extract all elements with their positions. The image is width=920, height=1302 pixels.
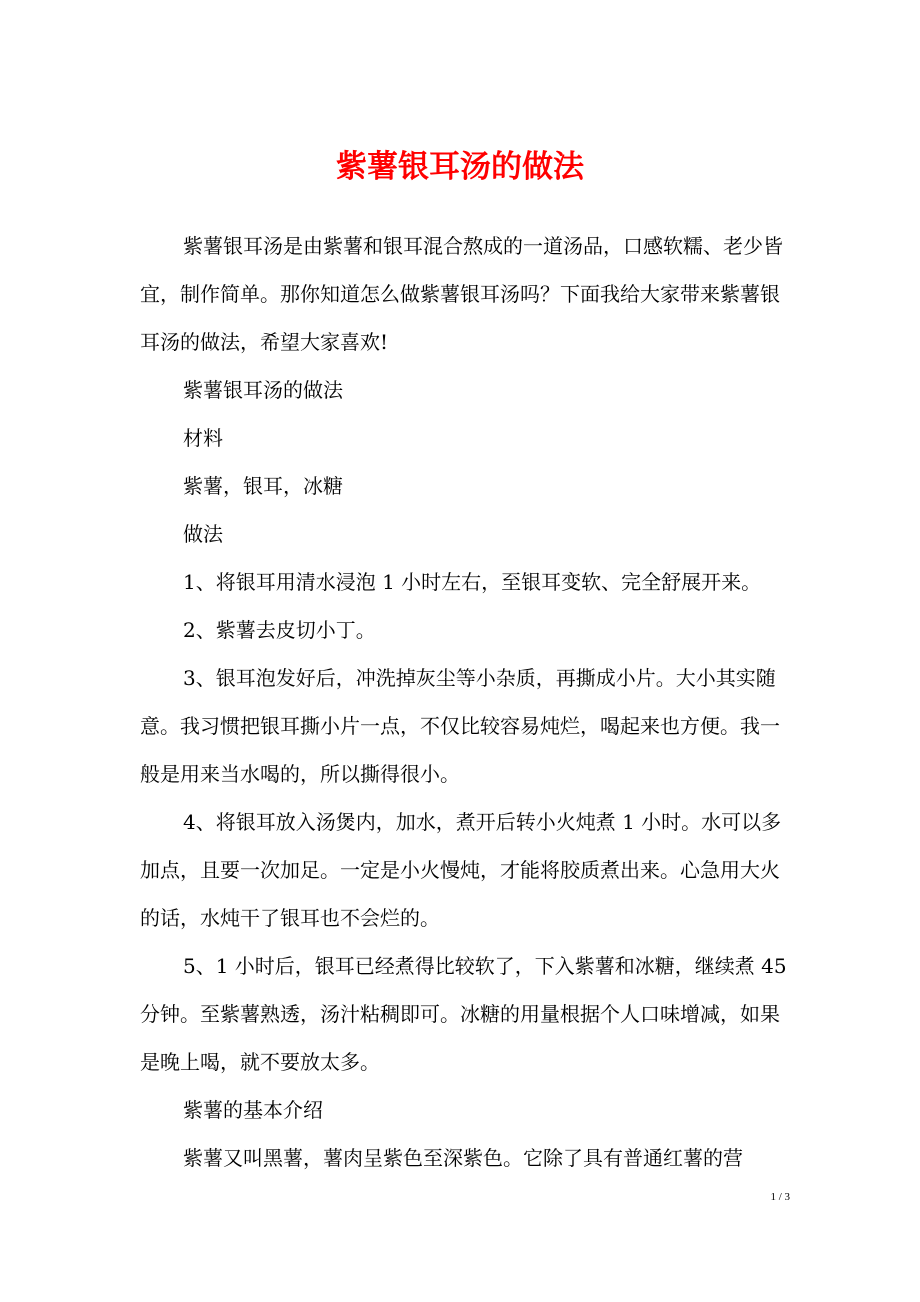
paragraph-step-3: 3、银耳泡发好后，冲洗掉灰尘等小杂质，再撕成小片。大小其实随意。我习惯把银耳撕小片一点，不仅比较容易炖烂，喝起来也方便。我一般是用来当水喝的，所以撕得很小。: [140, 666, 780, 786]
paragraph-step-2: 2、紫薯去皮切小丁。: [183, 618, 376, 642]
paragraph-step-5: 5、1 小时后，银耳已经煮得比较软了，下入紫薯和冰糖，继续煮 45 分钟。至紫薯熟透，汤汁粘稠即可。冰糖的用量根据个人口味增减，如果是晚上喝，就不要放太多。: [140, 954, 787, 1074]
paragraph-purple-potato-intro: 紫薯又叫黑薯，薯肉呈紫色至深紫色。它除了具有普通红薯的营: [183, 1146, 743, 1170]
document-title: 紫薯银耳汤的做法: [336, 149, 584, 185]
page-number: 1 / 3: [770, 1191, 790, 1203]
paragraph-step-1: 1、将银耳用清水浸泡 1 小时左右，至银耳变软、完全舒展开来。: [183, 570, 762, 594]
paragraph-intro-heading: 紫薯的基本介绍: [183, 1098, 323, 1122]
document-body: [140, 222, 790, 1182]
paragraph-intro: 紫薯银耳汤是由紫薯和银耳混合熬成的一道汤品，口感软糯、老少皆宜，制作简单。那你知道怎么做紫薯银耳汤吗？下面我给大家带来紫薯银耳汤的做法，希望大家喜欢!: [140, 234, 783, 354]
paragraph-recipe-heading: 紫薯银耳汤的做法: [183, 378, 343, 402]
paragraph-materials-list: 紫薯，银耳，冰糖: [183, 474, 343, 498]
paragraph-step-4: 4、将银耳放入汤煲内，加水，煮开后转小火炖煮 1 小时。水可以多加点，且要一次加足。一定是小火慢炖，才能将胶质煮出来。心急用大火的话，水炖干了银耳也不会烂的。: [140, 810, 782, 930]
paragraph-materials-label: 材料: [183, 426, 223, 450]
paragraph-method-label: 做法: [183, 522, 223, 546]
